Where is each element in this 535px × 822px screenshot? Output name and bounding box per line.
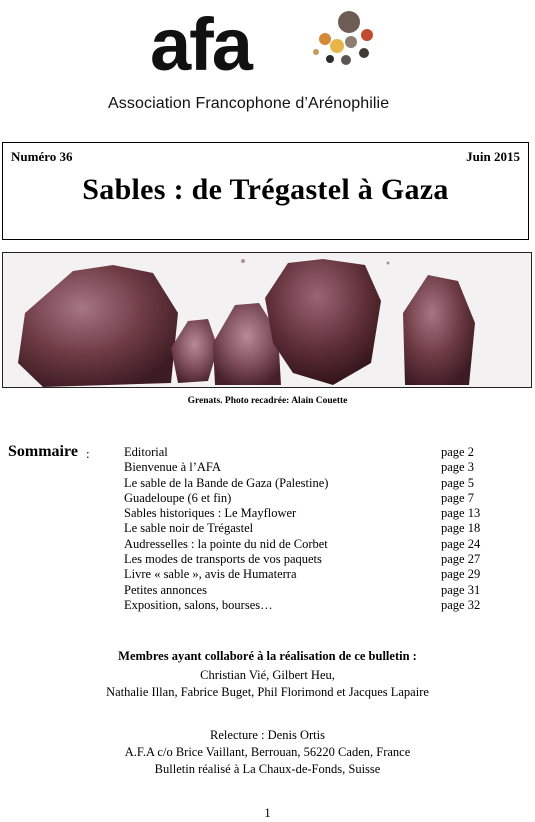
toc-item-page: page 27 <box>441 552 481 567</box>
toc-item-page: page 13 <box>441 506 481 521</box>
members-line-2: Nathalie Illan, Fabrice Buget, Phil Florimond et Jacques Lapaire <box>106 685 429 699</box>
toc-item[interactable] <box>124 552 504 567</box>
garnet-crystals-image <box>3 253 532 388</box>
address-line: A.F.A c/o Brice Vaillant, Berrouan, 56220 Caden, France <box>124 745 411 759</box>
toc-item-title: Bienvenue à l’AFA <box>124 460 221 475</box>
production-line: Bulletin réalisé à La Chaux-de-Fonds, Suisse <box>154 762 381 776</box>
toc-item-page: page 32 <box>441 597 481 612</box>
toc-item-page: page 5 <box>441 475 474 490</box>
toc-item-page: page 31 <box>441 582 481 597</box>
garnet-photo <box>2 252 532 388</box>
issue-number: Numéro 36 <box>11 149 73 164</box>
members-line-1: Christian Vié, Gilbert Heu, <box>200 668 335 682</box>
toc-item-title: Sables historiques : Le Mayflower <box>124 506 297 521</box>
toc-item-page: page 24 <box>441 536 481 551</box>
toc-item[interactable] <box>124 537 504 552</box>
toc-item[interactable] <box>124 521 504 536</box>
toc-item-title: Les modes de transports de vos paquets <box>124 552 322 567</box>
sommaire-colon: : <box>86 446 90 461</box>
toc-item[interactable] <box>124 598 504 613</box>
members-heading: Membres ayant collaboré à la réalisation de ce bulletin : <box>118 649 417 663</box>
toc-item-page: page 3 <box>441 460 474 475</box>
logo-wordmark: afa <box>150 3 251 86</box>
issue-title: Sables : de Trégastel à Gaza <box>82 173 449 206</box>
photo-caption: Grenats. Photo recadrée: Alain Couette <box>187 396 348 406</box>
toc-item-title: Audresselles : la pointe du nid de Corbet <box>124 536 328 551</box>
proofreading-line: Relecture : Denis Ortis <box>210 728 325 742</box>
toc-item[interactable] <box>124 491 504 506</box>
page-number: 1 <box>264 805 271 820</box>
toc-item-title: Editorial <box>124 445 168 459</box>
toc-item[interactable] <box>124 445 504 460</box>
toc-item[interactable] <box>124 583 504 598</box>
issue-date: Juin 2015 <box>466 149 520 164</box>
toc-item[interactable] <box>124 506 504 521</box>
table-of-contents <box>124 445 504 613</box>
toc-item-title: Guadeloupe (6 et fin) <box>124 490 232 505</box>
toc-item-page: page 18 <box>441 521 481 536</box>
toc-item-title: Petites annonces <box>124 582 207 597</box>
toc-item-title: Le sable de la Bande de Gaza (Palestine) <box>124 475 329 490</box>
toc-item-page: page 29 <box>441 567 481 582</box>
toc-item[interactable] <box>124 476 504 491</box>
toc-item-page: page 7 <box>441 490 474 505</box>
toc-item-title: Le sable noir de Trégastel <box>124 521 254 536</box>
toc-item-page: page 2 <box>441 445 474 459</box>
logo-subtitle: Association Francophone d’Arénophilie <box>108 95 390 112</box>
toc-item-title: Livre « sable », avis de Humaterra <box>124 567 297 582</box>
toc-item-title: Exposition, salons, bourses… <box>124 597 273 612</box>
logo-dots-icon <box>308 8 388 70</box>
toc-item[interactable] <box>124 567 504 582</box>
toc-item[interactable] <box>124 460 504 475</box>
sommaire-heading: Sommaire <box>8 443 78 460</box>
issue-header-box <box>2 142 529 240</box>
